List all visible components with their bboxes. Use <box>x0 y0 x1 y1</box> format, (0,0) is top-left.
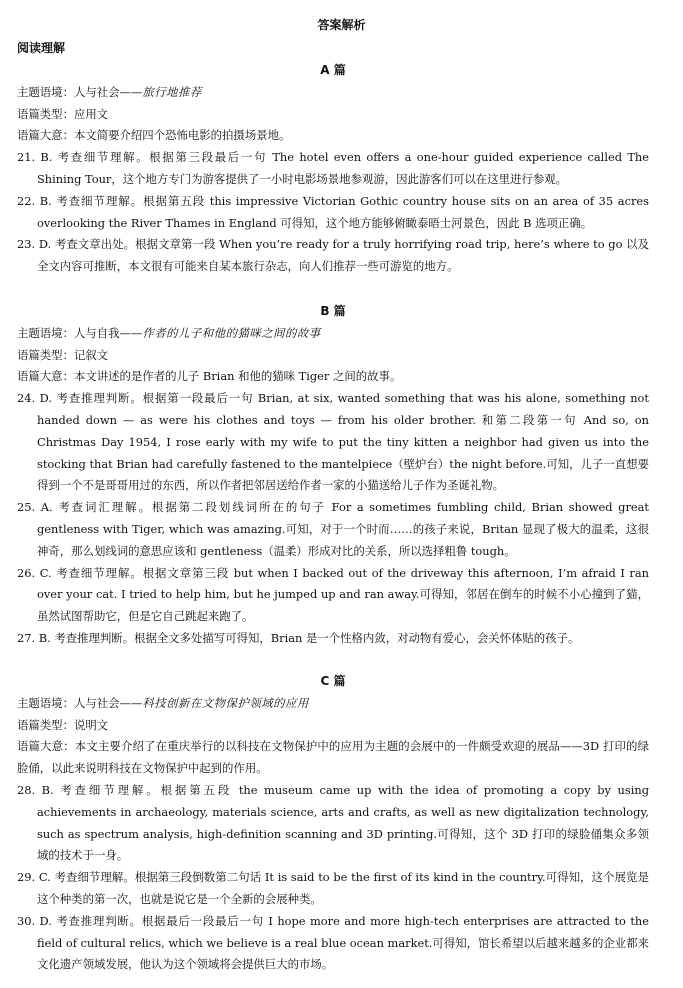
section-a-summary: 语篇大意：本文简要介绍四个恐怖电影的拍摄场景地。 <box>17 128 291 143</box>
section-c <box>17 671 649 976</box>
section-b-theme-label: 主题语境：人与自我—— <box>17 325 143 340</box>
answer-item-29: 29. C. 考查细节理解。根据第三段倒数第二句话 It is said to be the first of its kind in the country.可得知，这个展览是这个种类的第一次，也就是说它是一个全新的会展种类。 <box>17 870 649 906</box>
document-title: 答案解析 <box>317 18 366 32</box>
answer-item-30: 30. D. 考查推理判断。根据最后一段最后一句 I hope more and more high-tech enterprises are attracted to the field of cultural relics, which we believe is a real blue ocean market.可得知，馆长希望以后越来越多的企业都来文化遗产领域发展，他认为这个领域将会提供巨大的市场。 <box>17 913 649 972</box>
section-a-theme-label: 主题语境：人与社会—— <box>17 84 143 99</box>
section-c-theme <box>17 693 649 715</box>
answer-item-23: 23. D. 考查文章出处。根据文章第一段 When you’re ready for a truly horrifying road trip, here’s where to go 以及全文内容可推断，本文很有可能来自某本旅行杂志，向人们推荐一些可游览的地方。 <box>17 237 649 274</box>
answer-item-28: 28. B. 考查细节理解。根据第五段 the museum came up with the idea of promoting a copy by using achievements in archaeology, materials science, arts and crafts, as well as new digitalization technology, such as spectrum analysis, high-definition scanning and 3D printing.可得知，这个 3D 打印的绿脸俑集众多领域的技术于一身。 <box>17 782 649 863</box>
section-b-heading: B 篇 <box>320 304 346 318</box>
answer-item-21: 21. B. 考查细节理解。根据第三段最后一句 The hotel even offers a one-hour guided experience called The Shining Tour，这个地方专门为游客提供了一小时电影场景地参观游，因此游客们可以在这里进行参观。 <box>17 150 649 186</box>
answer-item-22: 22. B. 考查细节理解。根据第五段 this impressive Victorian Gothic country house sits on an area of 35 acres overlooking the River Thames in England 可得知，这个地方能够俯瞰泰晤士河景色，因此 B 选项正确。 <box>17 193 649 230</box>
section-a-heading: A 篇 <box>320 63 346 77</box>
answer-item-25: 25. A. 考查词汇理解。根据第二段划线词所在的句子 For a sometimes fumbling child, Brian showed great gentleness with Tiger, which was amazing.可知，对于一个时而……的孩子来说，Britan 显现了极大的温柔，这很神奇，那么划线词的意思应该和 gentleness（温柔）形成对比的关系，所以选择粗鲁 tough。 <box>17 500 649 558</box>
section-c-theme-label: 主题语境：人与社会—— <box>17 695 143 710</box>
section-a-type: 语篇类型：应用文 <box>17 106 109 121</box>
answer-item-24: 24. D. 考查推理判断。根据第一段最后一句 Brian, at six, wanted something that was his alone, something not handed down — as were his clothes and toys — from his older brother. 和第二段第一句 And so, on Christmas Day 1954, I rose early with my wife to put the tiny kitten a neighbor had given us into the stocking that Brian had carefully fastened to the mantelpiece（壁炉台）the night before.可知，儿子一直想要得到一个不是哥哥用过的东西，所以作者把邻居送给作者一家的小猫送给儿子作为圣诞礼物。 <box>17 391 649 493</box>
section-c-type: 语篇类型：说明文 <box>17 717 109 732</box>
section-c-heading: C 篇 <box>320 674 346 688</box>
part-title: 阅读理解 <box>17 41 66 55</box>
section-b <box>17 301 649 650</box>
section-a <box>17 60 649 278</box>
section-c-summary: 语篇大意：本文主要介绍了在重庆举行的以科技在文物保护中的应用为主题的会展中的一件颇受欢迎的展品——3D 打印的绿脸俑，以此来说明科技在文物保护中起到的作用。 <box>17 739 649 776</box>
section-b-summary: 语篇大意：本文讲述的是作者的儿子 Brian 和他的猫咪 Tiger 之间的故事。 <box>17 369 402 384</box>
section-a-theme <box>17 82 649 104</box>
section-b-theme-note: 作者的儿子和他的猫咪之间的故事 <box>142 325 321 340</box>
section-a-theme-note: 旅行地推荐 <box>142 84 202 99</box>
answer-item-27: 27. B. 考查推理判断。根据全文多处描写可得知，Brian 是一个性格内敛，对动物有爱心，会关怀体贴的孩子。 <box>17 630 580 645</box>
section-b-type: 语篇类型：记叙文 <box>17 347 109 362</box>
section-b-theme <box>17 323 649 345</box>
section-c-theme-note: 科技创新在文物保护领域的应用 <box>142 695 309 710</box>
answer-item-26: 26. C. 考查细节理解。根据文章第三段 but when I backed out of the driveway this afternoon, I’m afraid I ran over your cat. I tried to help him, but he jumped up and ran away.可得知，邻居在倒车的时候不小心撞到了猫，虽然试图帮助它，但是它自己跳起来跑了。 <box>17 565 649 624</box>
